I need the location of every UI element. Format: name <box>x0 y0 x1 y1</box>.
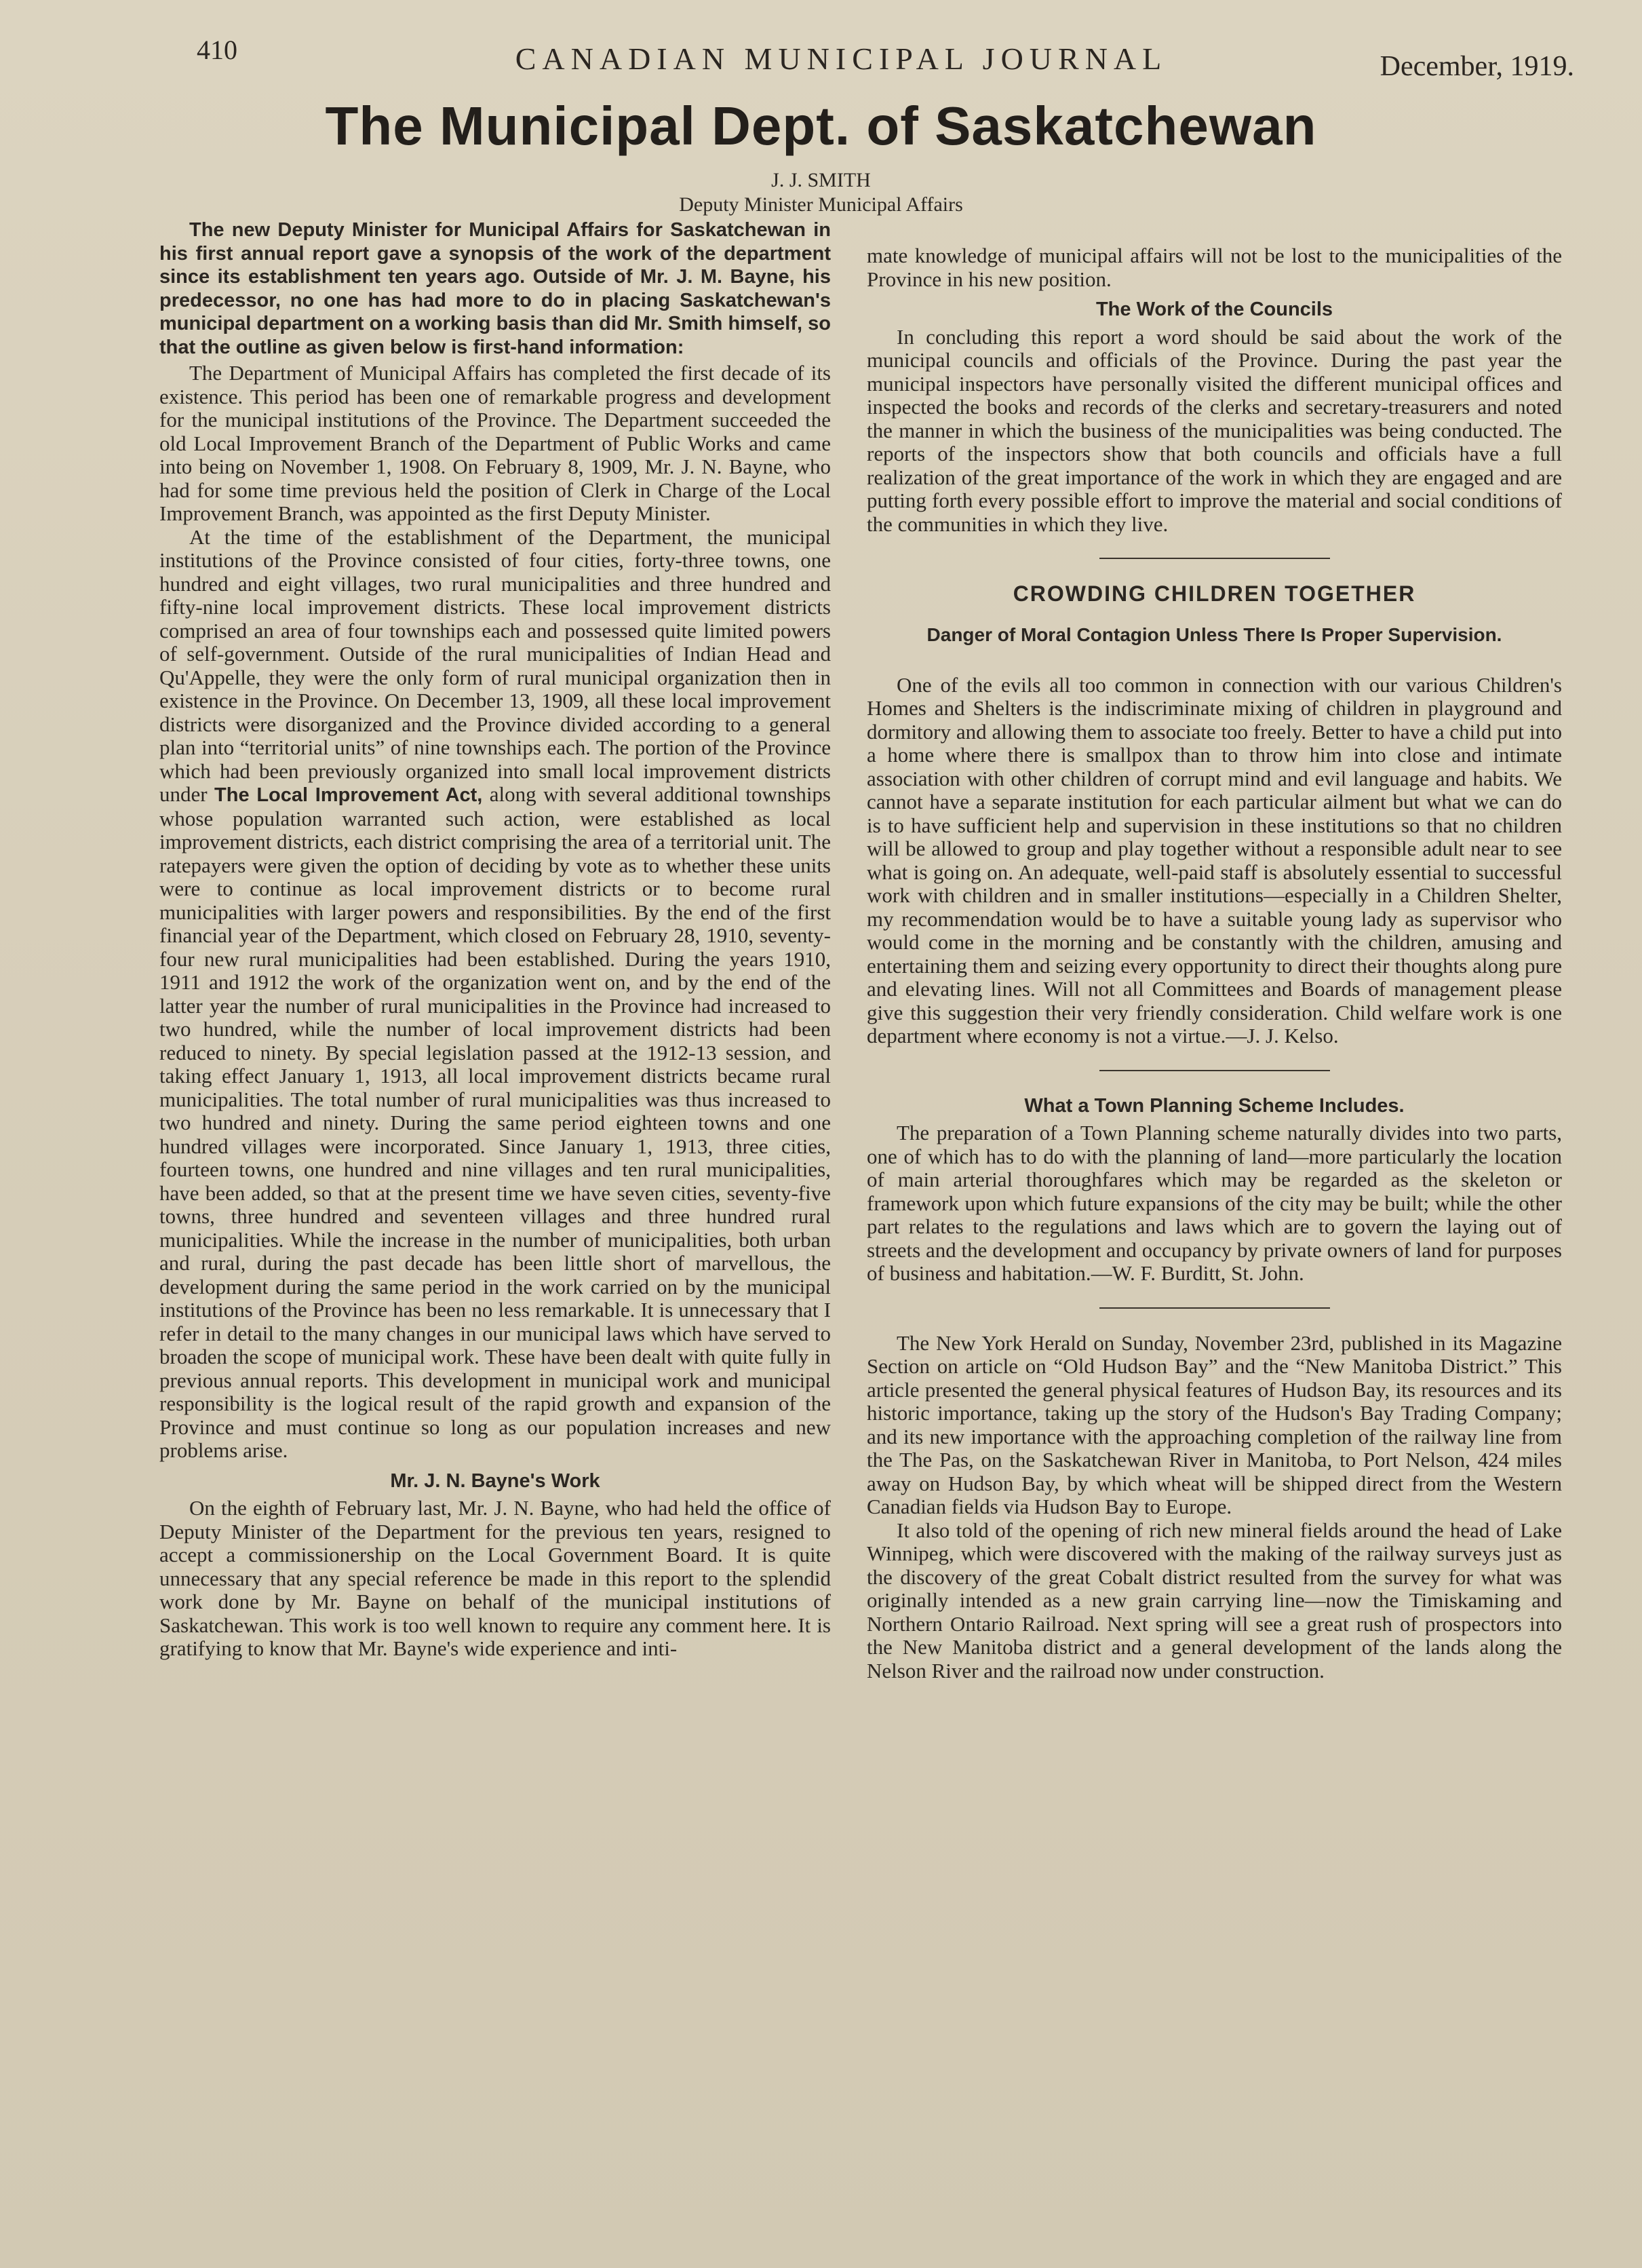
author-role: Deputy Minister Municipal Affairs <box>679 193 963 216</box>
paragraph-text: At the time of the establishment of the Department, the municipal institutions of the Province consisted of four cities, forty-three towns, one hundred and eight villages, two rural municipalities and three hundred and fifty-nine local improvement districts. These local improvement districts comprised an area of four townships each and possessed quite limited powers of self-government. Outside of the rural municipalities of Indian Head and Qu'Appelle, they were the only form of rural municipal organization then in existence in the Province. On December 13, 1909, all these local improvement districts were disorganized and the Province divided according to a general plan into “territorial units” of nine townships each. The portion of the Province which had been previously organized into small local improvement districts under <box>159 524 831 806</box>
section-subtitle: Danger of Moral Contagion Unless There Is Proper Supervision. <box>926 623 1502 645</box>
paragraph: On the eighth of February last, Mr. J. N. Bayne, who had held the office of Deputy Minister of the Department for the previous ten years, resigned to accept a commissionership on the Local Government Board. It is quite unnecessary that any special reference be made in this report to the splendid work done by Mr. Bayne on behalf of the municipal institutions of Saskatchewan. This work is too well known to require any comment here. It is gratifying to know that Mr. Bayne's wide experience and inti- <box>159 1496 831 1660</box>
divider <box>1099 1070 1330 1071</box>
section-heading: What a Town Planning Scheme Includes. <box>1024 1094 1405 1117</box>
act-name: The Local Improvement Act, <box>214 784 483 806</box>
divider <box>1099 558 1330 559</box>
section-heading: Mr. J. N. Bayne's Work <box>390 1469 600 1492</box>
byline <box>0 168 1642 217</box>
author-name: J. J. SMITH <box>771 169 871 191</box>
issue-date: December, 1919. <box>1380 51 1574 82</box>
paragraph: mate knowledge of municipal affairs will not be lost to the municipalities of the Province in his new position. <box>867 244 1562 291</box>
article-title: The Municipal Dept. of Saskatchewan <box>325 96 1317 156</box>
paragraph: The Department of Municipal Affairs has completed the first decade of its existence. This period has been one of remarkable progress and development for the municipal institutions of the Province. The Department succeeded the old Local Improvement Branch of the Department of Public Works and came into being on November 1, 1908. On February 8, 1909, Mr. J. N. Bayne, who had for some time previous held the position of Clerk in Charge of the Local Improvement Branch, was appointed as the first Deputy Minister. <box>159 361 831 525</box>
paragraph: It also told of the opening of rich new mineral fields around the head of Lake Winnipeg, which were discovered with the making of the railway surveys just as the discovery of the great Cobalt district resulted from the survey for what was originally intended as a new grain carrying line—now the Timiskaming and Northern Ontario Railroad. Next spring will see a great rush of prospectors into the New Manitoba district and a general development of the lands along the Nelson River and the railroad now under construction. <box>867 1518 1562 1683</box>
paragraph: One of the evils all too common in connection with our various Children's Homes and Shelters is the indiscriminate mixing of children in playground and dormitory and allowing them to associate too freely. Better to have a child put into a home where there is smallpox than to throw him into close and intimate association with other children of corrupt mind and evil language and habits. We cannot have a separate institution for each particular ailment but what we can do is to have sufficient help and supervision in these institutions so that no children will be allowed to group and play together without a responsible adult near to see what is going on. An adequate, well-paid staff is absolutely essential to successful work with children and in smaller institutions—especially in a Children Shelter, my recommendation would be to have a suitable young lady as supervisor who would come in the morning and be constantly with the children, amusing and entertaining them and seizing every opportunity to direct their thoughts along pure and elevating lines. Will not all Committees and Boards of management please give this suggestion their very friendly consideration. Child welfare work is one department where economy is not a virtue.—J. J. Kelso. <box>867 672 1562 1047</box>
article-intro: The new Deputy Minister for Municipal Affairs for Saskatchewan in his first annual report gave a synopsis of the work of the department since its establishment ten years ago. Outside of Mr. J. M. Bayne, his predecessor, no one has had more to do in placing Saskatchewan's municipal department on a working basis than did Mr. Smith himself, so that the outline as given below is first-hand information: <box>159 219 831 358</box>
right-column <box>867 244 1562 1683</box>
paragraph: The preparation of a Town Planning scheme naturally divides into two parts, one of which has to do with the planning of land—more particularly the location of main arterial thoroughfares which may be regarded as the skeleton or framework upon which future expansions of the city may be built; while the other part relates to the regulations and laws which are to govern the laying out of streets and the development and occupancy by private owners of land for purposes of business and habitation.—W. F. Burditt, St. John. <box>867 1121 1562 1285</box>
paragraph-text: along with several additional townships whose population warranted such action, were established as local improvement districts, each district comprising the area of a territorial unit. The ratepayers were given the option of deciding by vote as to whether these units were to continue as local improvement districts or to become rural municipalities with larger powers and responsibilities. By the end of the first financial year of the Department, which closed on February 28, 1910, seventy-four new rural municipalities had been established. During the years 1910, 1911 and 1912 the work of the organization went on, and by the end of the latter year the number of rural municipalities in the Province had increased to two hundred, while the number of local improvement districts had been reduced to ninety. By special legislation passed at the 1912-13 session, and taking effect January 1, 1913, all local improvement districts became rural municipalities. The total number of rural municipalities was thus increased to two hundred and ninety. During the same period eighteen towns and one hundred villages were incorporated. Since January 1, 1913, three cities, fourteen towns, one hundred and nine villages and ten rural municipalities, have been added, so that at the present time we have seven cities, seventy-five towns, three hundred and seventeen villages and three hundred rural municipalities. While the increase in the number of municipalities, both urban and rural, during the past decade has been little short of marvellous, the development during the same period in the work carried on by the municipal institutions of the Province has been no less remarkable. It is unnecessary that I refer in detail to the many changes in our municipal laws which have served to broaden the scope of municipal work. These have been dealt with quite fully in previous annual reports. This development in municipal work and municipal responsibility is the logical result of the rapid growth and expansion of the Province and must continue so long as our population increases and new problems arise. <box>159 782 831 1462</box>
left-column <box>159 218 831 1661</box>
section-title: CROWDING CHILDREN TOGETHER <box>1013 581 1416 606</box>
page-header <box>0 28 1642 83</box>
section-heading: The Work of the Councils <box>1095 299 1333 320</box>
paragraph <box>159 526 831 1463</box>
divider <box>1099 1307 1330 1309</box>
paragraph: The New York Herald on Sunday, November 23rd, published in its Magazine Section on article on “Old Hudson Bay” and the “New Manitoba District.” This article presented the general physical features of Hudson Bay, its resources and its historic importance, taking up the story of the Hudson's Bay Trading Company; and its new importance with the approaching completion of the railway line from the The Pas, on the Saskatchewan River in Manitoba, to Port Nelson, 424 miles away on Hudson Bay, by which wheat will be shipped direct from the Western Canadian fields via Hudson Bay to Europe. <box>867 1330 1562 1518</box>
running-title: CANADIAN MUNICIPAL JOURNAL <box>515 41 1168 76</box>
paragraph: In concluding this report a word should be said about the work of the municipal councils and officials of the Province. During the past year the municipal inspectors have personally visited the different municipal offices and inspected the books and records of the clerks and secretary-treasurers and noted the manner in which the business of the municipalities was being conducted. The reports of the inspectors show that both councils and officials have a full realization of the great importance of the work in which they are engaged and are putting forth every possible effort to improve the material and social conditions of the communities in which they live. <box>867 324 1562 536</box>
page-number: 410 <box>197 35 237 65</box>
